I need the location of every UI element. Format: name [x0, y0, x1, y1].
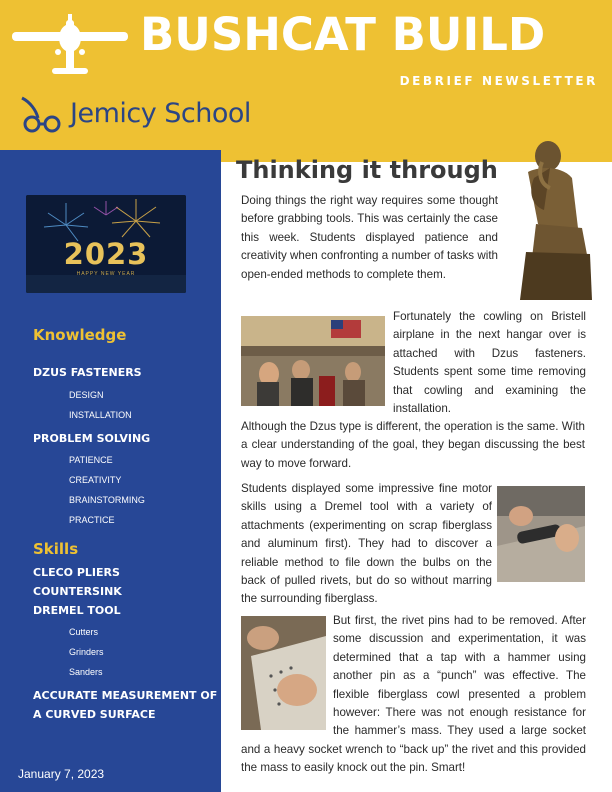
- dremel-item: Sanders: [69, 667, 103, 677]
- dremel-item: Grinders: [69, 647, 104, 657]
- skill-item: DREMEL TOOL: [33, 604, 121, 617]
- photo-float-spacer: [241, 612, 333, 736]
- knowledge-item: CREATIVITY: [69, 475, 122, 485]
- knowledge-item: PATIENCE: [69, 455, 113, 465]
- dremel-photo: [497, 486, 585, 582]
- knowledge-item: DESIGN: [69, 390, 104, 400]
- article-paragraph: Fortunately the cowling on Bristell airplane in the next hangar over is attached with Dzus fasteners. Students spent some time removing that cowling and examining the installation.: [393, 310, 586, 416]
- article-title: Thinking it through: [236, 156, 498, 184]
- thinker-statue-image: [498, 132, 592, 300]
- skill-item: ACCURATE MEASUREMENT OF: [33, 689, 218, 702]
- article-paragraph-final: [241, 612, 586, 778]
- airplane-icon: [8, 12, 132, 82]
- skill-item-continued: A CURVED SURFACE: [33, 708, 156, 721]
- knowledge-heading: Knowledge: [33, 326, 127, 344]
- dremel-item: Cutters: [69, 627, 99, 637]
- article-paragraph: But first, the rivet pins had to be removed. After some discussion and experimentation, it was determined that a tap with a hammer using another pin as a “punch” was effective. The flexible fiberglass cowl presented a problem however: There was not enough resistance for the hammer’s mass. They used a large socket and a heavy socket wrench to “back up” the rivet and this provided the mass to easily knock out the pin. Smart!: [241, 614, 586, 775]
- banner-year: 2023: [63, 237, 149, 271]
- newsletter-subtitle: DEBRIEF NEWSLETTER: [399, 74, 598, 88]
- issue-date: January 7, 2023: [18, 767, 105, 781]
- jemicy-logo-icon: [16, 94, 68, 136]
- new-year-banner: [26, 195, 186, 293]
- sidebar: [0, 150, 221, 792]
- knowledge-topic: DZUS FASTENERS: [33, 366, 142, 379]
- skill-item: COUNTERSINK: [33, 585, 122, 598]
- school-name: Jemicy School: [70, 98, 251, 129]
- knowledge-item: PRACTICE: [69, 515, 115, 525]
- hangar-photo: [241, 316, 385, 406]
- skills-heading: Skills: [33, 540, 79, 558]
- skill-item: CLECO PLIERS: [33, 566, 120, 579]
- newsletter-title: BUSHCAT BUILD: [140, 8, 546, 61]
- article-paragraph: Although the Dzus type is different, the operation is the same. With a clear understanding of the goal, they began discussing the best way to move forward.: [241, 420, 585, 470]
- knowledge-item: INSTALLATION: [69, 410, 132, 420]
- knowledge-item: BRAINSTORMING: [69, 495, 145, 505]
- article-paragraph: Doing things the right way requires some thought before grabbing tools. This was certainly the case this week. Students displayed patience and creativity when confronting a number of tasks with open-ended methods to complete them.: [241, 194, 498, 281]
- article-paragraph: Students displayed some impressive fine motor skills using a Dremel tool with a variety of attachments (experimenting on scrap fiberglass and aluminum first). They had to discover a reliable method to file down the bulbs on the back of pulled rivets, but do so without marring the surrounding fiberglass.: [241, 482, 492, 606]
- banner-caption: HAPPY NEW YEAR: [76, 271, 136, 277]
- knowledge-topic: PROBLEM SOLVING: [33, 432, 151, 445]
